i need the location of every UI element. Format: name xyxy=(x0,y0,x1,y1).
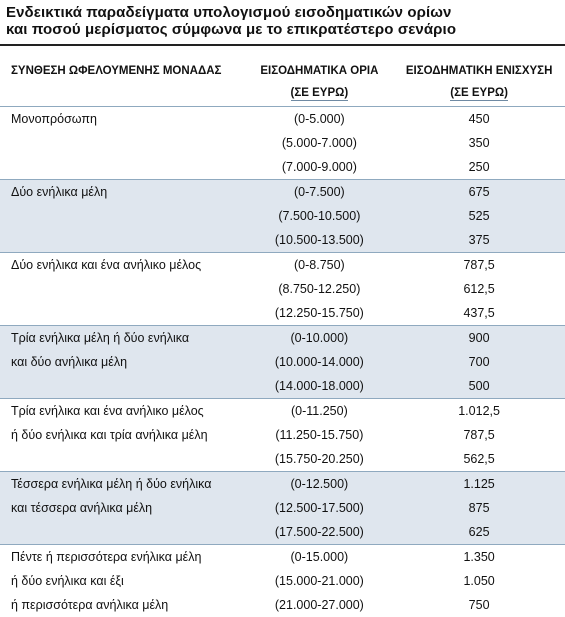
header-income-limits: ΕΙΣΟΔΗΜΑΤΙΚΑ ΟΡΙΑ xyxy=(246,60,394,82)
income-range-cell: (12.500-17.500) xyxy=(246,496,394,520)
household-composition-cell: ή περισσότερα ανήλικα μέλη xyxy=(0,593,246,617)
support-amount-cell: 787,5 xyxy=(393,423,565,447)
table-header xyxy=(0,60,565,107)
income-range-cell: (8.750-12.250) xyxy=(246,277,394,301)
support-amount-cell: 700 xyxy=(393,350,565,374)
table-body xyxy=(0,107,565,617)
support-amount-cell: 787,5 xyxy=(393,253,565,278)
income-range-cell: (15.750-20.250) xyxy=(246,447,394,472)
income-range-cell: (0-7.500) xyxy=(246,180,394,205)
household-composition-cell xyxy=(0,374,246,399)
table-row xyxy=(0,593,565,617)
income-range-cell: (21.000-27.000) xyxy=(246,593,394,617)
header-row xyxy=(0,60,565,82)
support-amount-cell: 1.012,5 xyxy=(393,399,565,424)
income-range-cell: (7.000-9.000) xyxy=(246,155,394,180)
table-row xyxy=(0,301,565,326)
support-amount-cell: 562,5 xyxy=(393,447,565,472)
page-title xyxy=(6,4,558,38)
income-range-cell: (17.500-22.500) xyxy=(246,520,394,545)
income-range-cell: (0-8.750) xyxy=(246,253,394,278)
table-row xyxy=(0,374,565,399)
support-amount-cell: 750 xyxy=(393,593,565,617)
table-row xyxy=(0,472,565,497)
income-range-cell: (15.000-21.000) xyxy=(246,569,394,593)
table-row xyxy=(0,350,565,374)
title-divider xyxy=(0,44,565,46)
table-row xyxy=(0,399,565,424)
table-row xyxy=(0,253,565,278)
table-row xyxy=(0,423,565,447)
household-composition-cell: Τέσσερα ενήλικα μέλη ή δύο ενήλικα xyxy=(0,472,246,497)
support-amount-cell: 375 xyxy=(393,228,565,253)
title-line-1: Ενδεικτικά παραδείγματα υπολογισμού εισοδηματικών ορίων xyxy=(6,4,558,21)
table-row xyxy=(0,204,565,228)
support-amount-cell: 500 xyxy=(393,374,565,399)
table-row xyxy=(0,155,565,180)
support-amount-cell: 625 xyxy=(393,520,565,545)
household-composition-cell: Δύο ενήλικα μέλη xyxy=(0,180,246,205)
table-row xyxy=(0,326,565,351)
header-income-support-unit xyxy=(393,82,565,107)
table-row xyxy=(0,569,565,593)
support-amount-cell: 900 xyxy=(393,326,565,351)
household-composition-cell xyxy=(0,277,246,301)
table-row xyxy=(0,545,565,570)
income-range-cell: (5.000-7.000) xyxy=(246,131,394,155)
support-amount-cell: 875 xyxy=(393,496,565,520)
table-row xyxy=(0,131,565,155)
household-composition-cell: Τρία ενήλικα μέλη ή δύο ενήλικα xyxy=(0,326,246,351)
household-composition-cell: ή δύο ενήλικα και τρία ανήλικα μέλη xyxy=(0,423,246,447)
support-amount-cell: 437,5 xyxy=(393,301,565,326)
unit-label: (ΣΕ ΕΥΡΩ) xyxy=(450,87,508,101)
income-range-cell: (12.250-15.750) xyxy=(246,301,394,326)
header-income-support: ΕΙΣΟΔΗΜΑΤΙΚΗ ΕΝΙΣΧΥΣΗ xyxy=(393,60,565,82)
income-range-cell: (0-10.000) xyxy=(246,326,394,351)
table-row xyxy=(0,520,565,545)
household-composition-cell: Πέντε ή περισσότερα ενήλικα μέλη xyxy=(0,545,246,570)
household-composition-cell xyxy=(0,131,246,155)
income-range-cell: (0-12.500) xyxy=(246,472,394,497)
support-amount-cell: 250 xyxy=(393,155,565,180)
household-composition-cell: Τρία ενήλικα και ένα ανήλικο μέλος xyxy=(0,399,246,424)
table-row xyxy=(0,496,565,520)
support-amount-cell: 675 xyxy=(393,180,565,205)
household-composition-cell: Δύο ενήλικα και ένα ανήλικο μέλος xyxy=(0,253,246,278)
income-range-cell: (10.500-13.500) xyxy=(246,228,394,253)
income-range-cell: (0-15.000) xyxy=(246,545,394,570)
header-subrow xyxy=(0,82,565,107)
support-amount-cell: 1.050 xyxy=(393,569,565,593)
support-amount-cell: 450 xyxy=(393,107,565,132)
table-row xyxy=(0,180,565,205)
support-amount-cell: 525 xyxy=(393,204,565,228)
income-limits-table xyxy=(0,60,565,617)
header-household-composition: ΣΥΝΘΕΣΗ ΩΦΕΛΟΥΜΕΝΗΣ ΜΟΝΑΔΑΣ xyxy=(0,60,246,82)
title-line-2: και ποσού μερίσματος σύμφωνα με το επικρατέστερο σενάριο xyxy=(6,21,558,38)
income-range-cell: (0-5.000) xyxy=(246,107,394,132)
support-amount-cell: 612,5 xyxy=(393,277,565,301)
table-row xyxy=(0,107,565,132)
support-amount-cell: 1.125 xyxy=(393,472,565,497)
income-range-cell: (11.250-15.750) xyxy=(246,423,394,447)
unit-label: (ΣΕ ΕΥΡΩ) xyxy=(291,87,349,101)
household-composition-cell xyxy=(0,155,246,180)
header-income-limits-unit xyxy=(246,82,394,107)
household-composition-cell: και δύο ανήλικα μέλη xyxy=(0,350,246,374)
household-composition-cell xyxy=(0,228,246,253)
table-row xyxy=(0,277,565,301)
household-composition-cell xyxy=(0,301,246,326)
household-composition-cell xyxy=(0,520,246,545)
household-composition-cell: ή δύο ενήλικα και έξι xyxy=(0,569,246,593)
household-composition-cell: Μονοπρόσωπη xyxy=(0,107,246,132)
support-amount-cell: 1.350 xyxy=(393,545,565,570)
income-range-cell: (10.000-14.000) xyxy=(246,350,394,374)
table-row xyxy=(0,228,565,253)
table-row xyxy=(0,447,565,472)
household-composition-cell: και τέσσερα ανήλικα μέλη xyxy=(0,496,246,520)
support-amount-cell: 350 xyxy=(393,131,565,155)
household-composition-cell xyxy=(0,204,246,228)
income-range-cell: (7.500-10.500) xyxy=(246,204,394,228)
income-range-cell: (0-11.250) xyxy=(246,399,394,424)
income-range-cell: (14.000-18.000) xyxy=(246,374,394,399)
header-empty-cell xyxy=(0,82,246,107)
household-composition-cell xyxy=(0,447,246,472)
